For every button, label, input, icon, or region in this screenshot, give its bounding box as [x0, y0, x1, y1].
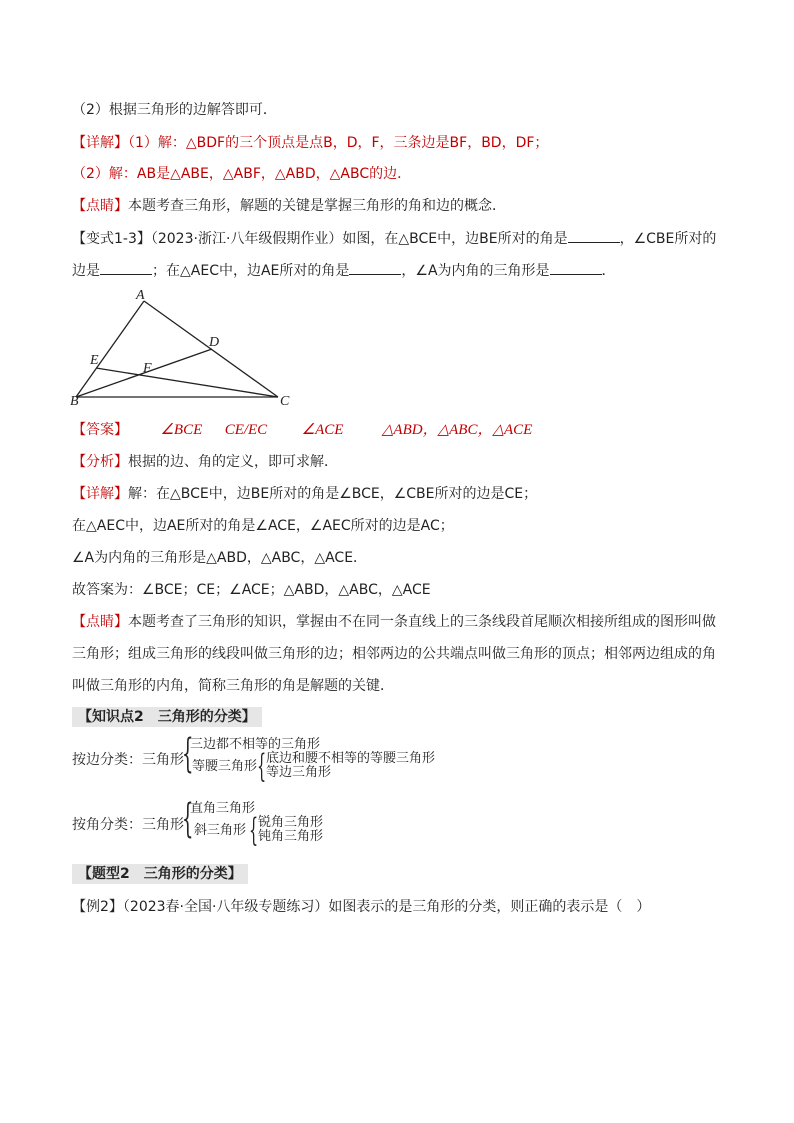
analysis-line [72, 452, 338, 472]
comment-line [72, 196, 506, 216]
answer-blank-2 [100, 260, 152, 275]
side-classification-label: 按边分类：三角形 [72, 752, 184, 768]
side-item-iso-unequal: 底边和腰不相等的等腰三角形 [266, 751, 436, 766]
answer-1: ∠BCE [160, 422, 203, 438]
label-f: F [143, 361, 152, 376]
question-text-c: 边是 [72, 263, 100, 279]
example-line: 【例2】（2023春·全国·八年级专题练习）如图表示的是三角形的分类，则正确的表示是（ ） [72, 899, 651, 915]
side-item-equilateral: 等边三角形 [266, 765, 332, 780]
question-text-d: ；在△AEC中，边AE所对的角是 [152, 263, 350, 279]
question-type-heading [72, 864, 248, 884]
knowledge-heading [72, 707, 262, 727]
answer-4: △ABD，△ABC，△ACE [381, 422, 533, 438]
answer-blank-1 [568, 228, 620, 243]
question-text-b: ，∠CBE所对的 [619, 231, 717, 247]
comment2-tag: 【点睛】 [72, 614, 128, 630]
angle-item-obtuse: 钝角三角形 [258, 829, 324, 844]
question-text-a: 【变式1-3】（2023·浙江·八年级假期作业）如图，在△BCE中，边BE所对的角是 [72, 231, 568, 247]
detail-line-2: （2）解：AB是△ABE，△ABF，△ABD，△ABC的边． [72, 166, 412, 182]
answer-3: ∠ACE [301, 422, 344, 438]
solution-line-4: 故答案为：∠BCE；CE；∠ACE；△ABD，△ABC，△ACE [72, 582, 431, 598]
solution-tag: 【详解】 [72, 486, 128, 502]
comment-text: 本题考查三角形，解题的关键是掌握三角形的角和边的概念． [128, 198, 506, 214]
brace-side-outer: { [182, 731, 194, 777]
triangle-figure [66, 284, 296, 410]
analysis-text: 根据的边、角的定义，即可求解． [128, 454, 338, 470]
label-c: C [280, 394, 290, 409]
analysis-tag: 【分析】 [72, 454, 128, 470]
answer-blank-4 [550, 260, 602, 275]
label-e: E [90, 353, 99, 368]
comment2-line-2: 三角形；组成三角形的线段叫做三角形的边；相邻两边的公共端点叫做三角形的顶点；相邻两边组成的角 [72, 646, 716, 662]
answer-2: CE/EC [224, 422, 268, 438]
solution-text: 解：在△BCE中，边BE所对的角是∠BCE，∠CBE所对的边是CE； [128, 486, 538, 502]
solution-line-3: ∠A为内角的三角形是△ABD，△ABC，△ACE． [72, 550, 368, 566]
detail-line-1 [72, 133, 548, 153]
question-type-box: 【题型2 三角形的分类】 [72, 864, 248, 884]
label-a: A [136, 288, 145, 303]
answer-blank-3 [349, 260, 401, 275]
angle-item-oblique: 斜三角形 [194, 823, 247, 838]
side-ab [76, 301, 144, 397]
side-item-scalene: 三边都不相等的三角形 [190, 737, 321, 752]
comment2-line-3: 叫做三角形的内角，简称三角形的角是解题的关键． [72, 678, 394, 694]
question-text-f: ． [601, 263, 616, 279]
label-b: B [70, 394, 79, 409]
line-analysis-2: （2）根据三角形的边解答即可． [72, 102, 277, 118]
question-text-e: ，∠A为内角的三角形是 [401, 263, 550, 279]
solution-line-2: 在△AEC中，边AE所对的角是∠ACE，∠AEC所对的边是AC； [72, 518, 454, 534]
angle-item-acute: 锐角三角形 [258, 815, 324, 830]
comment-tag: 【点睛】 [72, 198, 128, 214]
detail-tag: 【详解】 [72, 135, 128, 151]
segment-ec [96, 368, 278, 397]
solution-line-1 [72, 484, 537, 504]
question-line-2 [72, 260, 616, 281]
side-item-isosceles: 等腰三角形 [192, 759, 258, 774]
knowledge-heading-box: 【知识点2 三角形的分类】 [72, 707, 262, 727]
angle-classification-label: 按角分类：三角形 [72, 817, 184, 833]
answer-tag: 【答案】 [72, 422, 128, 438]
brace-side-inner: { [257, 747, 267, 785]
label-d: D [209, 335, 220, 350]
angle-item-right: 直角三角形 [190, 801, 256, 816]
detail-text: （1）解：△BDF的三个顶点是点B，D，F，三条边是BF，BD，DF； [128, 135, 549, 151]
answer-line [72, 420, 532, 440]
brace-angle-outer: { [182, 796, 194, 842]
brace-angle-inner: { [249, 811, 259, 849]
question-line-1 [72, 228, 716, 249]
comment2-line-1 [72, 612, 716, 632]
comment2-text: 本题考查了三角形的知识，掌握由不在同一条直线上的三条线段首尾顺次相接所组成的图形叫做 [128, 614, 716, 630]
